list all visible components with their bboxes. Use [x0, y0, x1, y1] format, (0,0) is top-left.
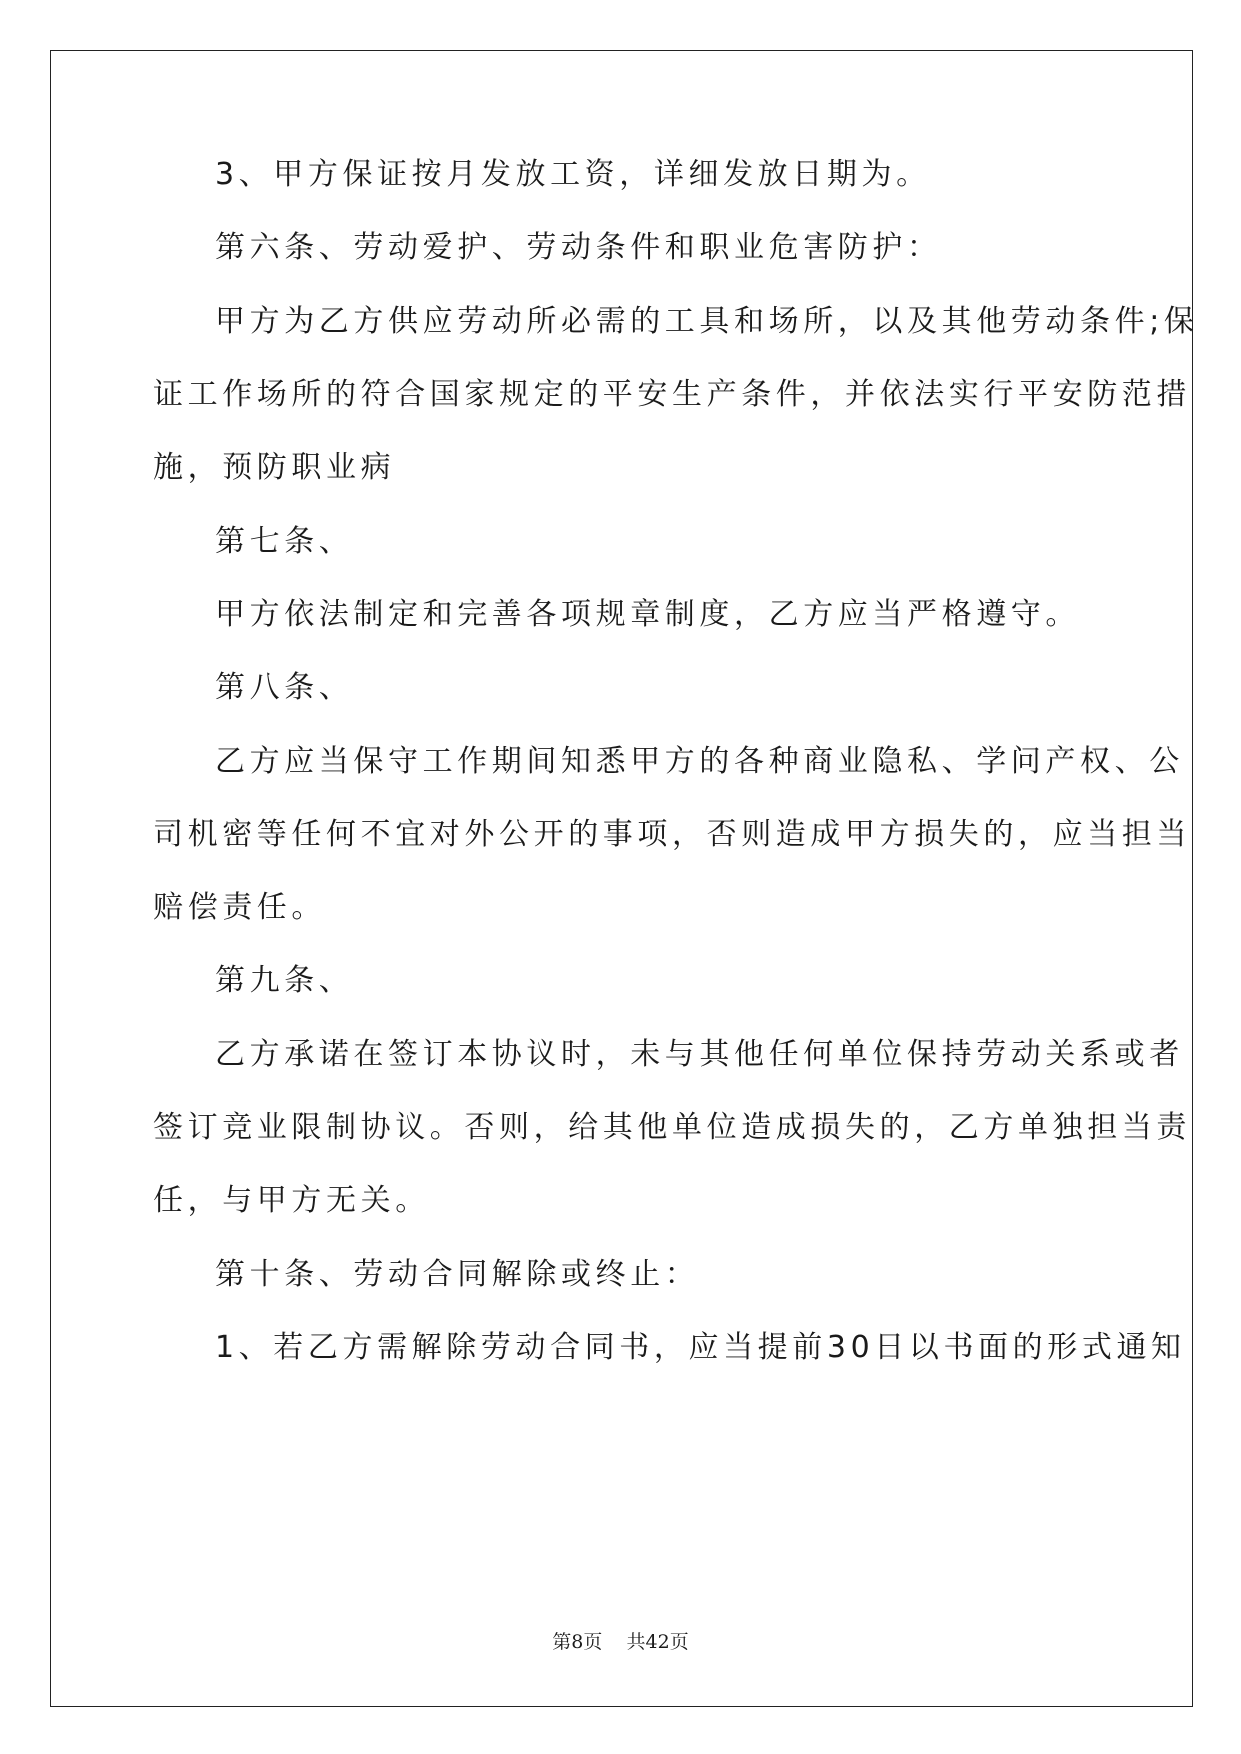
section-heading: 第九条、 — [215, 963, 354, 998]
page-border — [50, 50, 1199, 1707]
text-line: 3、甲方保证按月发放工资，详细发放日期为。 — [215, 157, 931, 192]
text-line: 乙方承诺在签订本协议时，未与其他任何单位保持劳动关系或者 — [215, 1037, 1184, 1072]
text-line: 赔偿责任。 — [153, 890, 326, 925]
section-heading: 第六条、劳动爱护、劳动条件和职业危害防护： — [215, 230, 942, 265]
section-heading: 第七条、 — [215, 524, 354, 559]
total-label-prefix: 共 — [626, 1631, 646, 1653]
total-label-suffix: 页 — [669, 1631, 689, 1653]
text-line: 1、若乙方需解除劳动合同书，应当提前30日以书面的形式通知 — [215, 1330, 1186, 1365]
text-line: 施，预防职业病 — [153, 450, 396, 485]
text-line: 司机密等任何不宜对外公开的事项，否则造成甲方损失的，应当担当 — [153, 817, 1191, 852]
section-heading: 第十条、劳动合同解除或终止： — [215, 1257, 700, 1292]
text-line: 甲方为乙方供应劳动所必需的工具和场所，以及其他劳动条件;保 — [215, 304, 1199, 339]
page-label-prefix: 第 — [552, 1631, 572, 1653]
page-footer — [0, 1630, 1241, 1654]
section-heading: 第八条、 — [215, 670, 354, 705]
page-label-suffix: 页 — [583, 1631, 603, 1653]
text-line: 甲方依法制定和完善各项规章制度，乙方应当严格遵守。 — [215, 597, 1080, 632]
text-line: 签订竞业限制协议。否则，给其他单位造成损失的，乙方单独担当责 — [153, 1110, 1191, 1145]
text-line: 任，与甲方无关。 — [153, 1183, 430, 1218]
current-page-number: 8 — [571, 1631, 584, 1653]
text-line: 证工作场所的符合国家规定的平安生产条件，并依法实行平安防范措 — [153, 377, 1191, 412]
text-line: 乙方应当保守工作期间知悉甲方的各种商业隐私、学问产权、公 — [215, 744, 1184, 779]
total-pages-number: 42 — [645, 1631, 670, 1653]
